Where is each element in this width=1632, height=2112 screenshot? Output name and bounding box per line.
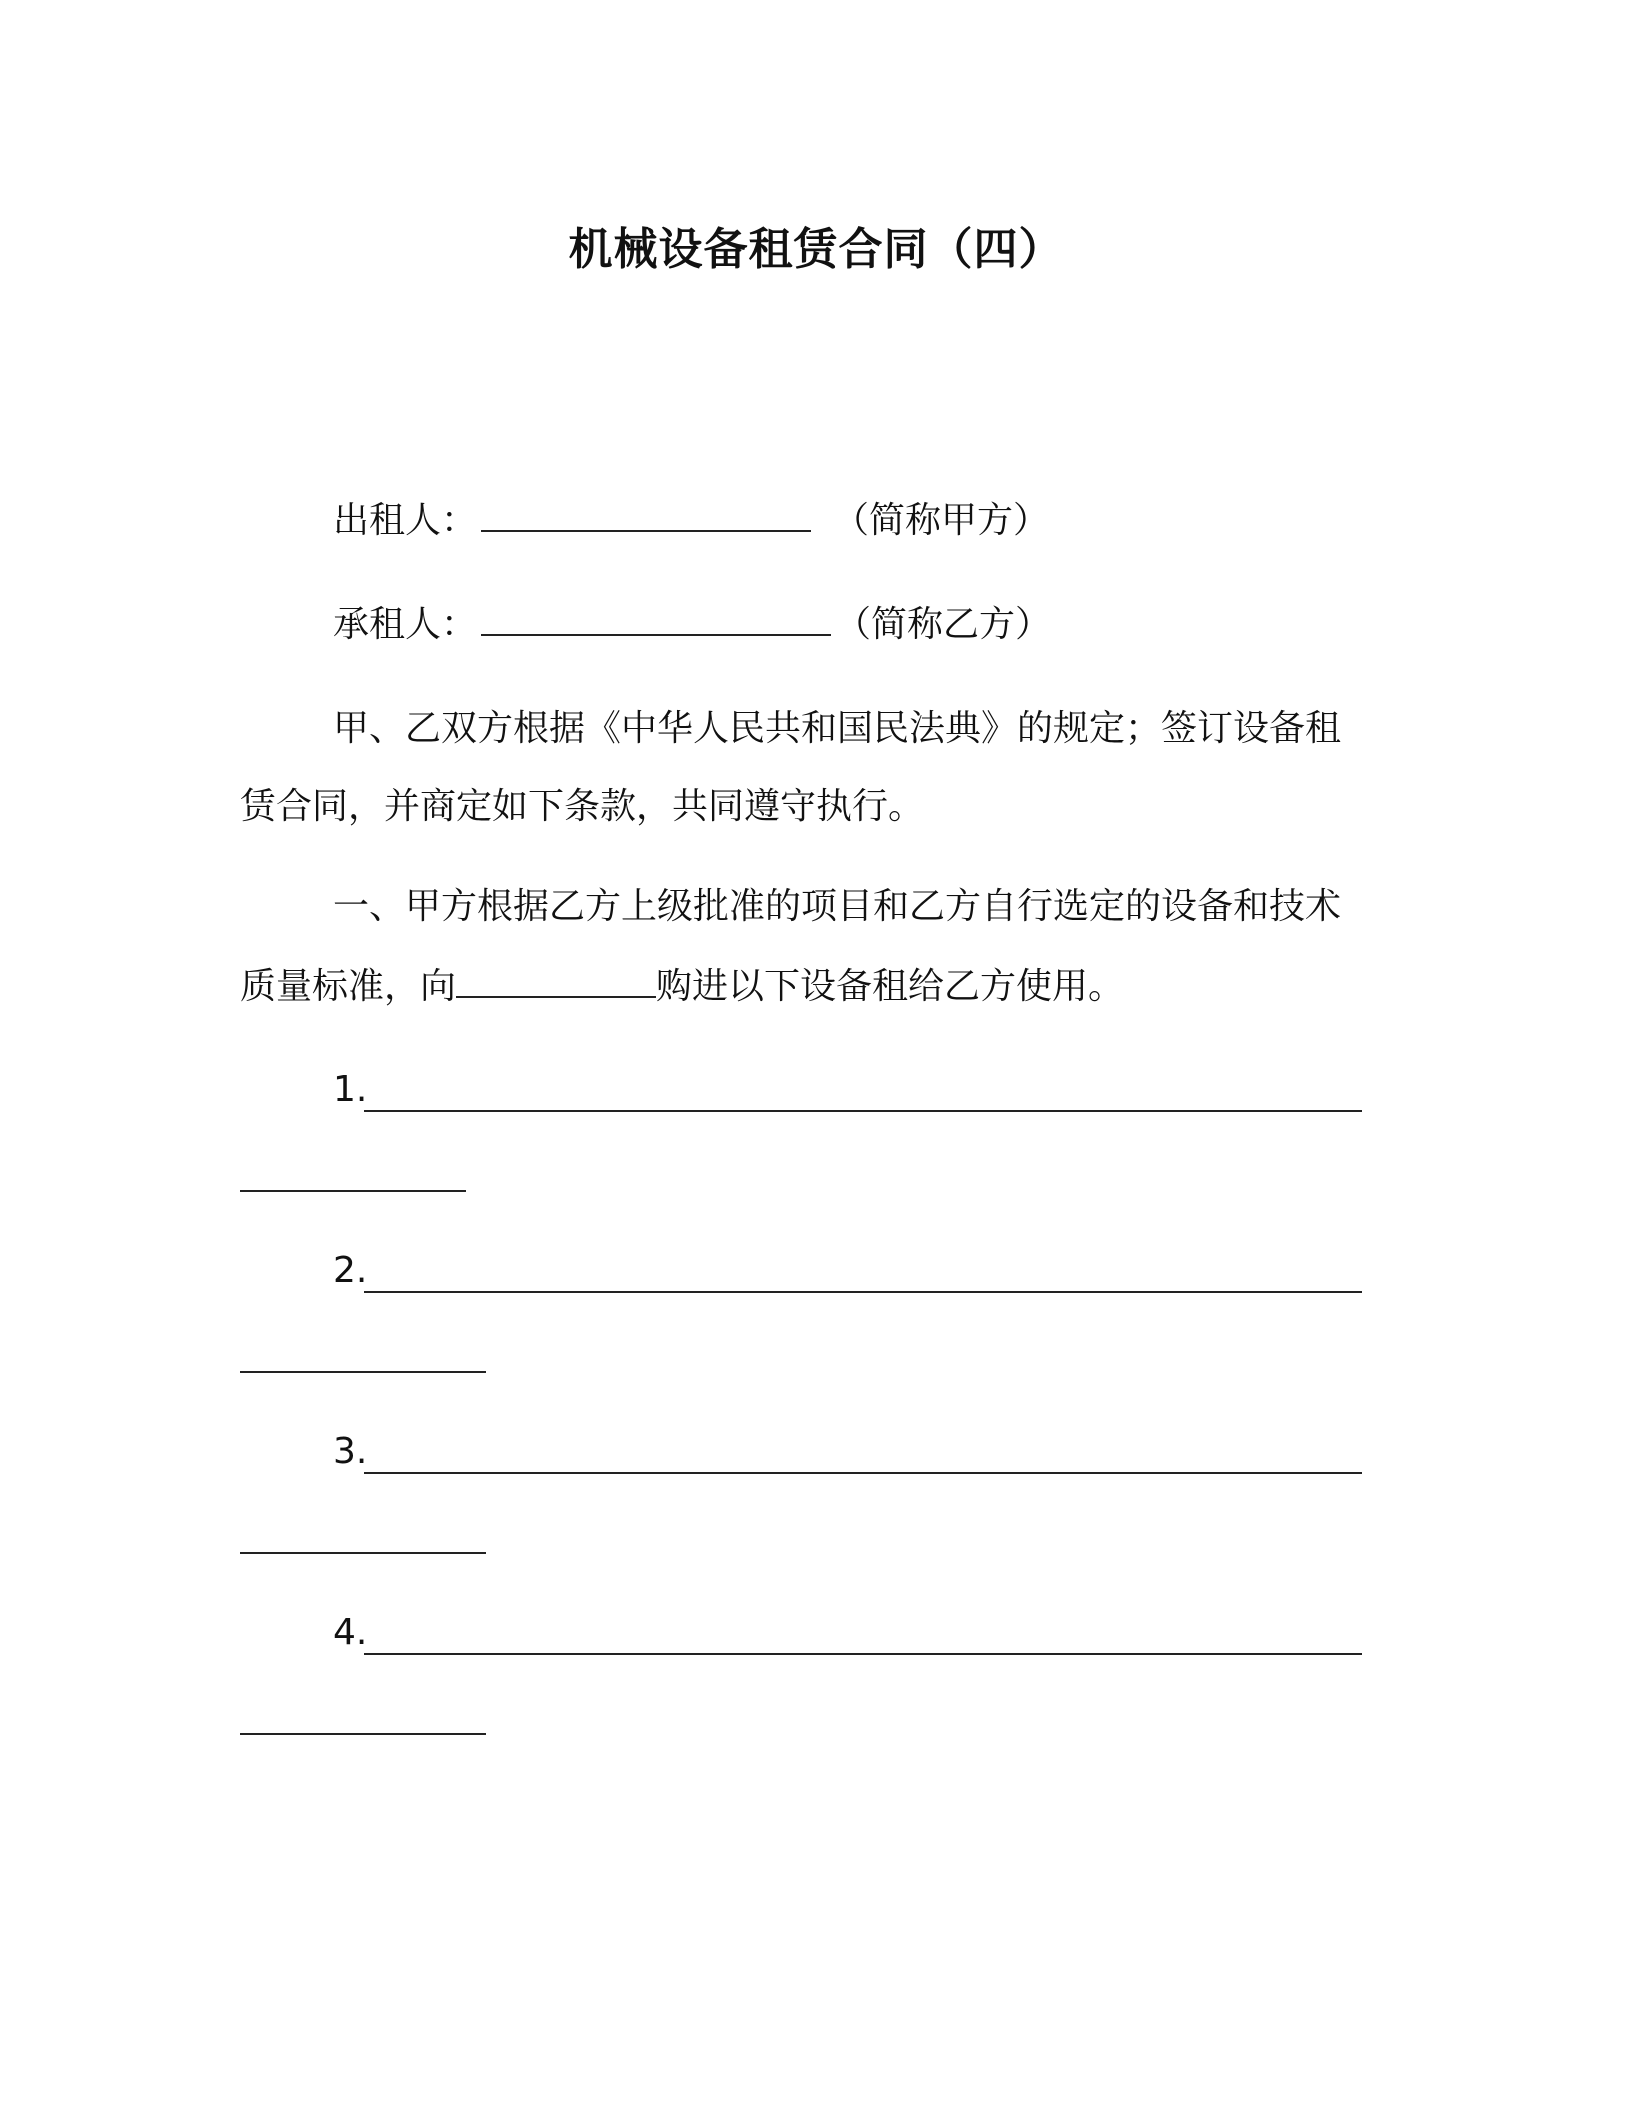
lessee-suffix: （简称乙方） <box>835 604 1052 645</box>
item-1-blank-line-1[interactable] <box>364 1110 1362 1112</box>
lessee-label: 承租人： <box>333 604 478 645</box>
item-1-number: 1. <box>333 1069 368 1110</box>
item-4-blank-line-2[interactable] <box>240 1733 486 1735</box>
item-3-blank-line-1[interactable] <box>364 1472 1362 1474</box>
item-1-blank-line-2[interactable] <box>240 1190 466 1192</box>
document-title: 机械设备租赁合同（四） <box>568 224 1064 275</box>
lessor-suffix: （简称甲方） <box>833 500 1050 541</box>
lessee-blank[interactable] <box>481 600 831 636</box>
item-3-number: 3. <box>333 1431 368 1472</box>
item-3-blank-line-2[interactable] <box>240 1552 486 1554</box>
clause-1-line-2 <box>240 962 1124 1011</box>
item-4-number: 4. <box>333 1612 368 1653</box>
clause-1-text-a: 质量标准，向 <box>240 966 457 1007</box>
lessee-line <box>333 600 1051 649</box>
supplier-blank[interactable] <box>456 962 656 998</box>
item-2-blank-line-1[interactable] <box>364 1291 1362 1293</box>
lessor-label: 出租人： <box>333 500 478 541</box>
preamble-line-2: 赁合同，并商定如下条款，共同遵守执行。 <box>240 786 925 827</box>
item-2-number: 2. <box>333 1250 368 1291</box>
clause-1-text-b: 购进以下设备租给乙方使用。 <box>656 966 1125 1007</box>
clause-1-line-1: 一、甲方根据乙方上级批准的项目和乙方自行选定的设备和技术 <box>333 886 1342 927</box>
item-4-blank-line-1[interactable] <box>364 1653 1362 1655</box>
lessor-blank[interactable] <box>481 496 811 532</box>
item-2-blank-line-2[interactable] <box>240 1371 486 1373</box>
lessor-line <box>333 496 1049 545</box>
preamble-line-1: 甲、乙双方根据《中华人民共和国民法典》的规定；签订设备租 <box>333 708 1342 749</box>
